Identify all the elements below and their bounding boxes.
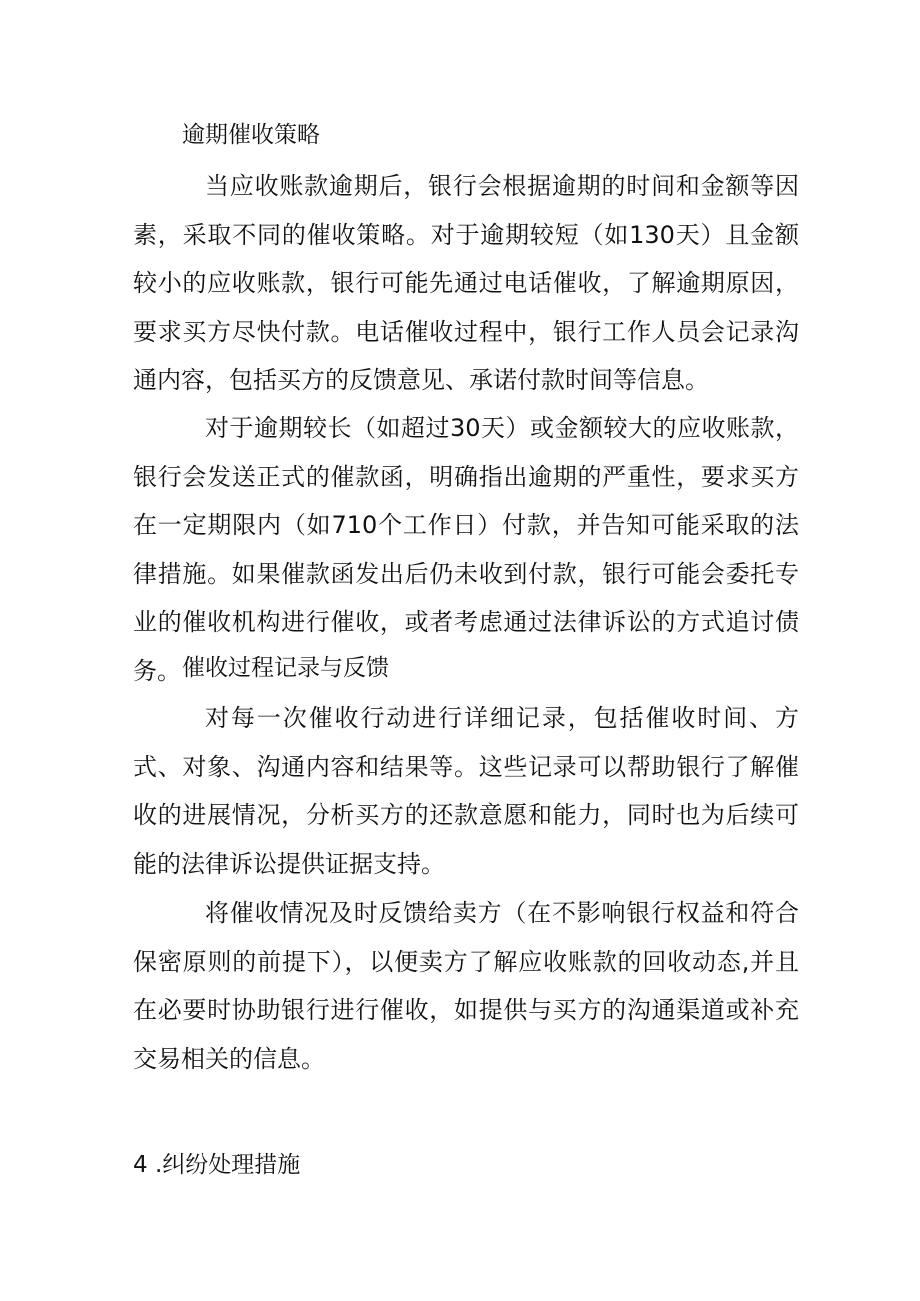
dispute-section-title: 4 .纠纷处理措施 bbox=[133, 1152, 301, 1178]
paragraph-record: 对每一次催收行动进行详细记录，包括催收时间、方式、对象、沟通内容和结果等。这些记录可以帮助银行了解催收的进展情况，分析买方的还款意愿和能力，同时也为后续可能的法律诉讼提供证据支持。 bbox=[133, 704, 799, 878]
paragraph-feedback: 将催收情况及时反馈给卖方（在不影响银行权益和符合保密原则的前提下），以便卖方了解应收账款的回收动态,并且在必要时协助银行进行催收，如提供与买方的沟通渠道或补充交易相关的信息。 bbox=[133, 899, 799, 1073]
overdue-strategy-heading: 逾期催收策略 bbox=[182, 122, 320, 148]
paragraph-overdue-long: 对于逾期较长（如超过30天）或金额较大的应收账款，银行会发送正式的催款函，明确指出逾期的严重性，要求买方在一定期限内（如710个工作日）付款，并告知可能采取的法律措施。如果催款函发出后仍未收到付款，银行可能会委托专业的催收机构进行催收，或者考虑通过法律诉讼的方式追讨债务。 bbox=[133, 414, 799, 685]
paragraph-overdue-short: 当应收账款逾期后，银行会根据逾期的时间和金额等因素，采取不同的催收策略。对于逾期较短（如130天）且金额较小的应收账款，银行可能先通过电话催收，了解逾期原因，要求买方尽快付款。电话催收过程中，银行工作人员会记录沟通内容，包括买方的反馈意见、承诺付款时间等信息。 bbox=[133, 172, 799, 394]
record-feedback-heading: 催收过程记录与反馈 bbox=[182, 655, 389, 681]
